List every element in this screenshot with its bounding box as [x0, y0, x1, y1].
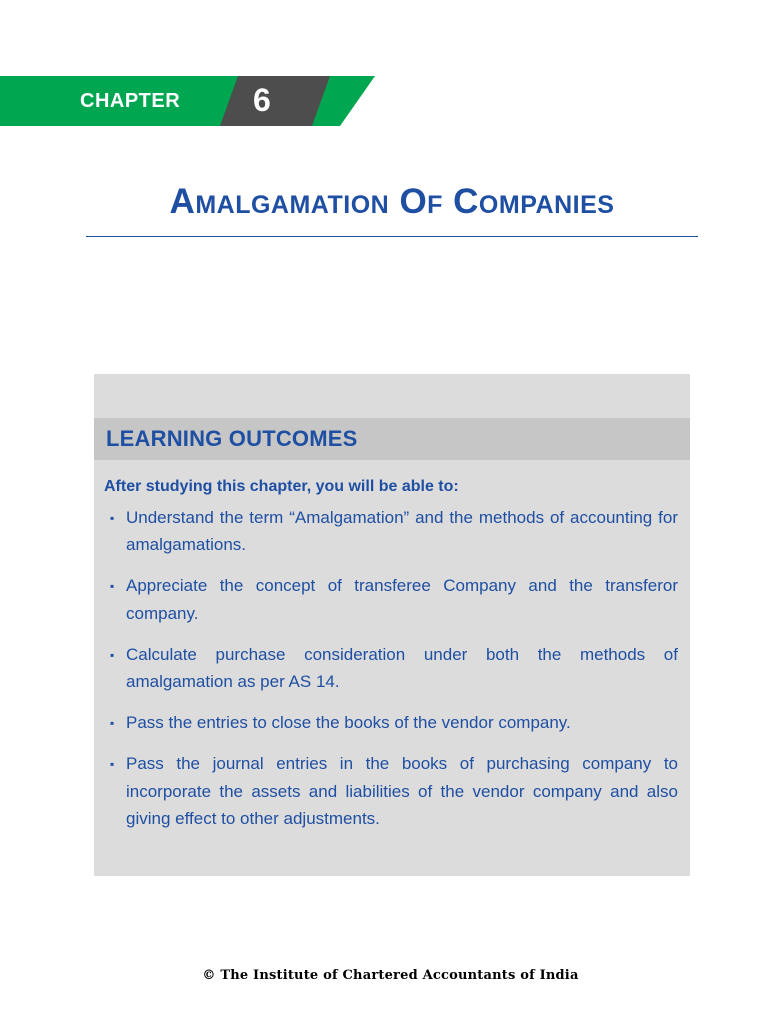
list-item-text: Pass the entries to close the books of the vendor company. — [126, 713, 571, 733]
title-divider — [86, 236, 698, 237]
learning-outcomes-box — [94, 374, 690, 876]
page-title: Amalgamation Of Companies — [169, 182, 615, 221]
square-bullet-icon: ▪ — [110, 757, 115, 772]
chapter-title-block — [86, 182, 698, 237]
learning-outcomes-heading: LEARNING OUTCOMES — [106, 426, 358, 451]
list-item-text: Appreciate the concept of transferee Company and the transferor company. — [126, 576, 678, 623]
box-bottom-spacer — [94, 846, 690, 872]
list-item-text: Calculate purchase consideration under both the methods of amalgamation as per AS 14. — [126, 644, 678, 691]
square-bullet-icon: ▪ — [110, 716, 115, 731]
banner-grey-shape — [220, 76, 330, 126]
list-item — [104, 709, 678, 736]
list-item — [104, 641, 678, 695]
box-top-spacer — [94, 374, 690, 418]
learning-outcomes-header — [94, 418, 690, 460]
chapter-label: CHAPTER — [80, 90, 181, 112]
chapter-banner — [0, 76, 375, 126]
list-item-text: Understand the term “Amalgamation” and the methods of accounting for amalgamations. — [126, 508, 678, 555]
learning-outcomes-intro: After studying this chapter, you will be able to: — [104, 478, 459, 495]
list-item — [104, 504, 678, 558]
list-item — [104, 750, 678, 832]
chapter-number: 6 — [253, 82, 271, 118]
page-footer — [0, 966, 781, 984]
list-item-text: Pass the journal entries in the books of purchasing company to incorporate the assets and liabilities of the vendor company and also giving effect to other adjustments. — [126, 754, 678, 828]
square-bullet-icon: ▪ — [110, 579, 115, 594]
learning-outcomes-list — [94, 496, 690, 832]
square-bullet-icon: ▪ — [110, 647, 115, 662]
footer-text: © The Institute of Chartered Accountants of India — [202, 968, 579, 983]
list-item — [104, 572, 678, 626]
square-bullet-icon: ▪ — [110, 511, 115, 525]
